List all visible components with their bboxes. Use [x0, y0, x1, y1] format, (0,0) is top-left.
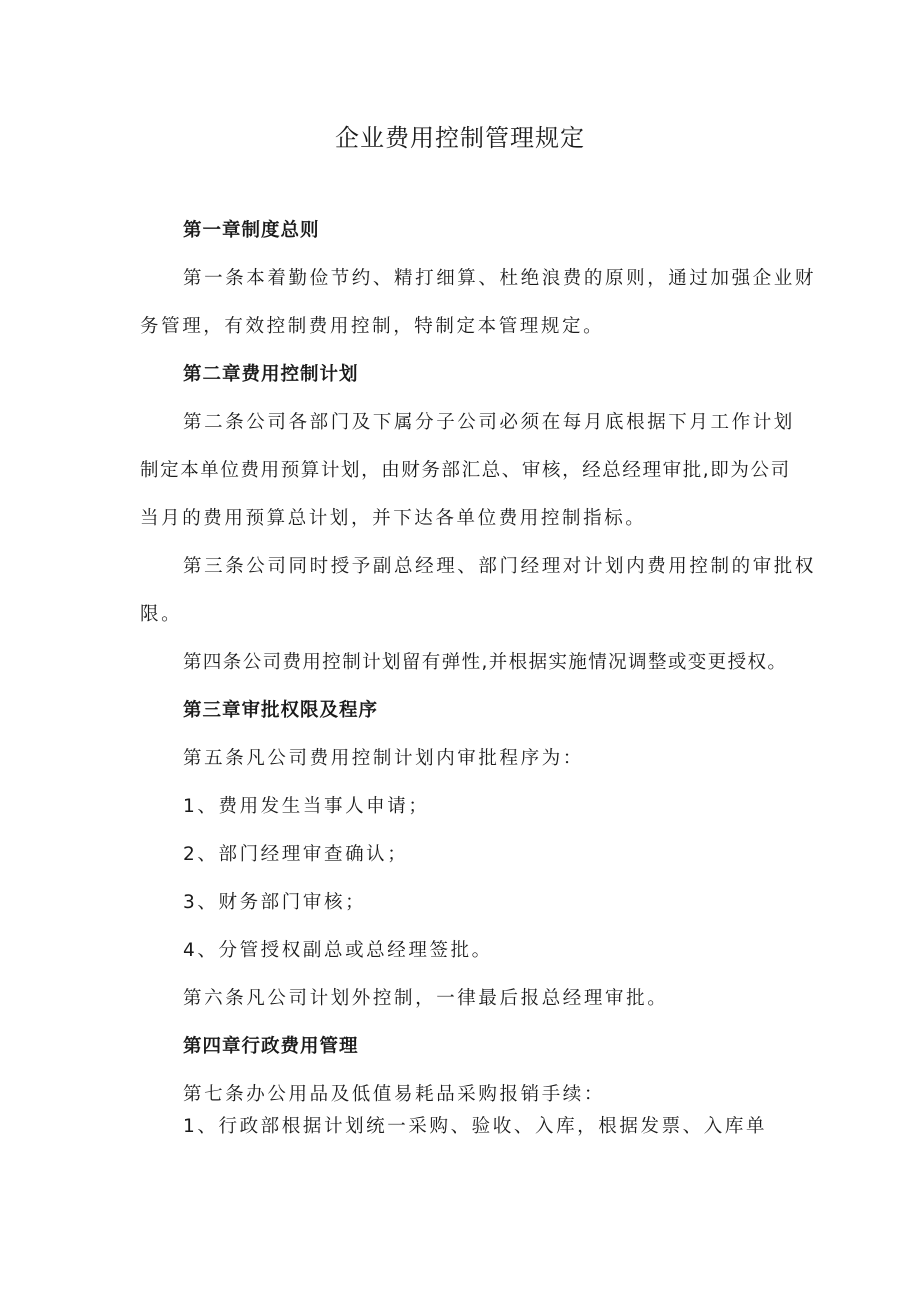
document-title: 企业费用控制管理规定 [335, 124, 585, 152]
article-2-line-3: 当月的费用预算总计划，并下达各单位费用控制指标。 [140, 508, 647, 529]
article-6-line-1: 第六条凡公司计划外控制，一律最后报总经理审批。 [183, 988, 669, 1009]
chapter-1-heading: 第一章制度总则 [183, 220, 320, 241]
procedure-step-2: 2、部门经理审查确认； [183, 844, 409, 865]
article-3-line-2: 限。 [140, 604, 183, 625]
article-7-step-1: 1、行政部根据计划统一采购、验收、入库，根据发票、入库单 [183, 1116, 768, 1137]
article-3-line-1: 第三条公司同时授予副总经理、部门经理对计划内费用控制的审批权 [183, 556, 817, 577]
procedure-step-4: 4、分管授权副总或总经理签批。 [183, 940, 493, 961]
chapter-4-heading: 第四章行政费用管理 [183, 1036, 359, 1057]
article-2-line-1: 第二条公司各部门及下属分子公司必须在每月底根据下月工作计划 [183, 412, 795, 433]
article-1-line-1: 第一条本着勤俭节约、精打细算、杜绝浪费的原则，通过加强企业财 [183, 268, 817, 289]
article-4-line-1: 第四条公司费用控制计划留有弹性,并根据实施情况调整或变更授权。 [183, 652, 788, 673]
chapter-2-heading: 第二章费用控制计划 [183, 364, 359, 385]
article-5-line-1: 第五条凡公司费用控制计划内审批程序为： [183, 748, 584, 769]
chapter-3-heading: 第三章审批权限及程序 [183, 700, 379, 721]
procedure-step-1: 1、费用发生当事人申请； [183, 796, 430, 817]
article-2-line-2: 制定本单位费用预算计划，由财务部汇总、审核，经总经理审批,即为公司 [140, 460, 791, 481]
article-1-line-2: 务管理，有效控制费用控制，特制定本管理规定。 [140, 316, 605, 337]
article-7-line-1: 第七条办公用品及低值易耗品采购报销手续： [183, 1084, 606, 1105]
procedure-step-3: 3、财务部门审核； [183, 892, 367, 913]
